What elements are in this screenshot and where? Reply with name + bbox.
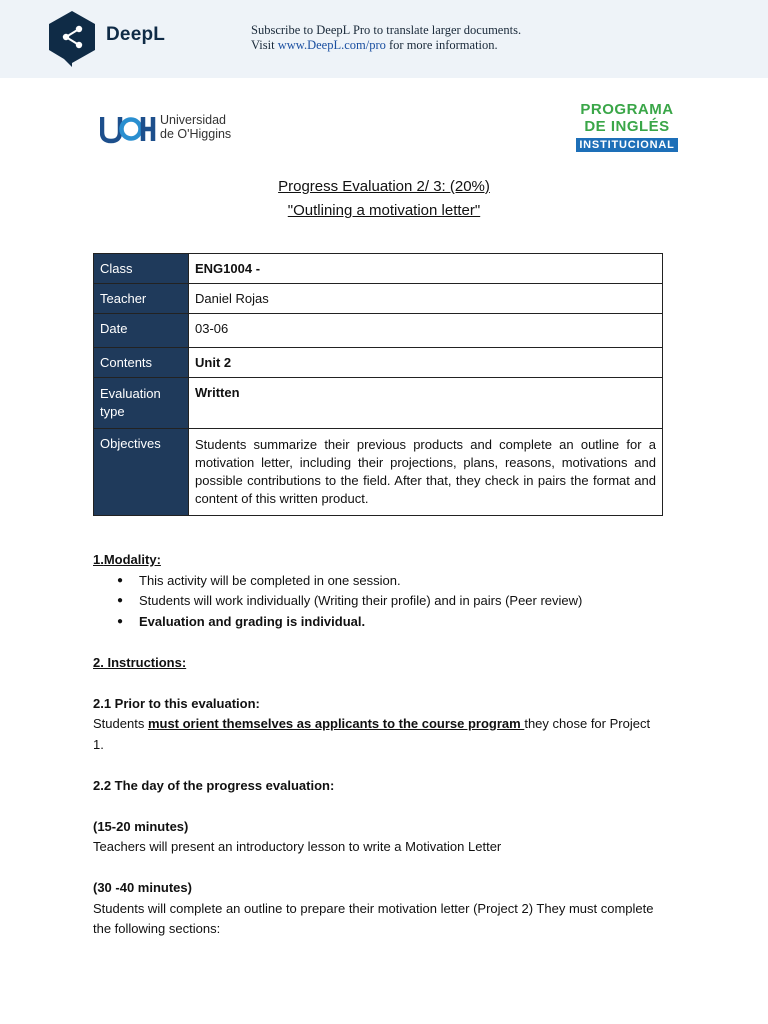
step-1-time: (15-20 minutes) <box>93 818 189 834</box>
list-item: ● This activity will be completed in one session. <box>139 571 663 592</box>
deepl-logo-icon <box>46 9 98 67</box>
table-row <box>94 314 663 348</box>
title-line-1: Progress Evaluation 2/ 3: (20%) <box>278 178 490 195</box>
banner-info-text: for more information. <box>385 38 498 52</box>
evaluation-type-label: Evaluation type <box>94 378 189 429</box>
contents-label: Contents <box>94 348 189 378</box>
modality-list <box>93 571 663 633</box>
prior-text-end: they chose for Project 1. <box>93 716 651 752</box>
table-row <box>94 348 663 378</box>
deepl-brand-name: DeepL <box>106 24 166 45</box>
list-item: ● Students will work individually (Writing their profile) and in pairs (Peer review) <box>139 591 663 612</box>
program-line-2: DE INGLÉS <box>584 118 670 135</box>
class-label: Class <box>94 254 189 284</box>
program-logo <box>576 101 678 152</box>
deepl-pro-link[interactable]: www.DeepL.com/pro <box>277 38 386 52</box>
step-2-time: (30 -40 minutes) <box>93 880 192 895</box>
program-line-1: PROGRAMA <box>580 101 674 118</box>
table-row <box>94 429 663 516</box>
class-value: ENG1004 - <box>189 254 663 284</box>
university-name-line-2: de O'Higgins <box>160 126 232 141</box>
document-subtitle <box>0 202 768 219</box>
table-row <box>94 378 663 429</box>
prior-text-emphasis: must orient themselves as applicants to the course program <box>147 716 525 731</box>
evaluation-type-value: Written <box>189 378 663 429</box>
prior-text <box>93 714 663 755</box>
deepl-banner <box>0 0 768 78</box>
teacher-value: Daniel Rojas <box>189 284 663 314</box>
prior-heading: 2.1 Prior to this evaluation: <box>93 695 260 711</box>
date-label: Date <box>94 314 189 348</box>
objectives-value: Students summarize their previous products and complete an outline for a motivation letter, including their projections, plans, reasons, motivations and possible contributions to the field. After that, they check in pairs the format and content of this written product. <box>189 429 663 516</box>
objectives-label: Objectives <box>94 429 189 516</box>
modality-number: 1. <box>93 552 104 567</box>
table-row <box>94 254 663 284</box>
banner-message <box>251 23 521 53</box>
evaluation-info-table <box>93 253 663 516</box>
banner-visit-text: Visit <box>251 38 278 52</box>
university-name-line-1: Universidad <box>160 113 227 127</box>
day-heading: 2.2 The day of the progress evaluation: <box>93 777 335 793</box>
uoh-logo-icon <box>100 114 156 144</box>
list-item: ● Evaluation and grading is individual. <box>139 612 663 633</box>
document-title <box>0 178 768 195</box>
document-body <box>93 550 663 940</box>
contents-value: Unit 2 <box>189 348 663 378</box>
program-line-3: INSTITUCIONAL <box>576 138 678 152</box>
step-1-text: Teachers will present an introductory lesson to write a Motivation Letter <box>93 839 502 854</box>
banner-line-1: Subscribe to DeepL Pro to translate larger documents. <box>251 23 522 37</box>
teacher-label: Teacher <box>94 284 189 314</box>
university-name <box>160 114 280 141</box>
step-2-text: Students will complete an outline to prepare their motivation letter (Project 2) They must complete the following sections: <box>93 900 654 936</box>
modality-heading <box>93 550 663 571</box>
instructions-heading: 2. Instructions: <box>93 654 187 670</box>
table-row <box>94 284 663 314</box>
modality-heading-text: Modality: <box>103 552 161 567</box>
prior-text-start: Students <box>93 716 148 731</box>
date-value: 03-06 <box>189 314 663 348</box>
banner-line-2 <box>251 38 521 53</box>
title-line-2: "Outlining a motivation letter" <box>287 202 481 219</box>
